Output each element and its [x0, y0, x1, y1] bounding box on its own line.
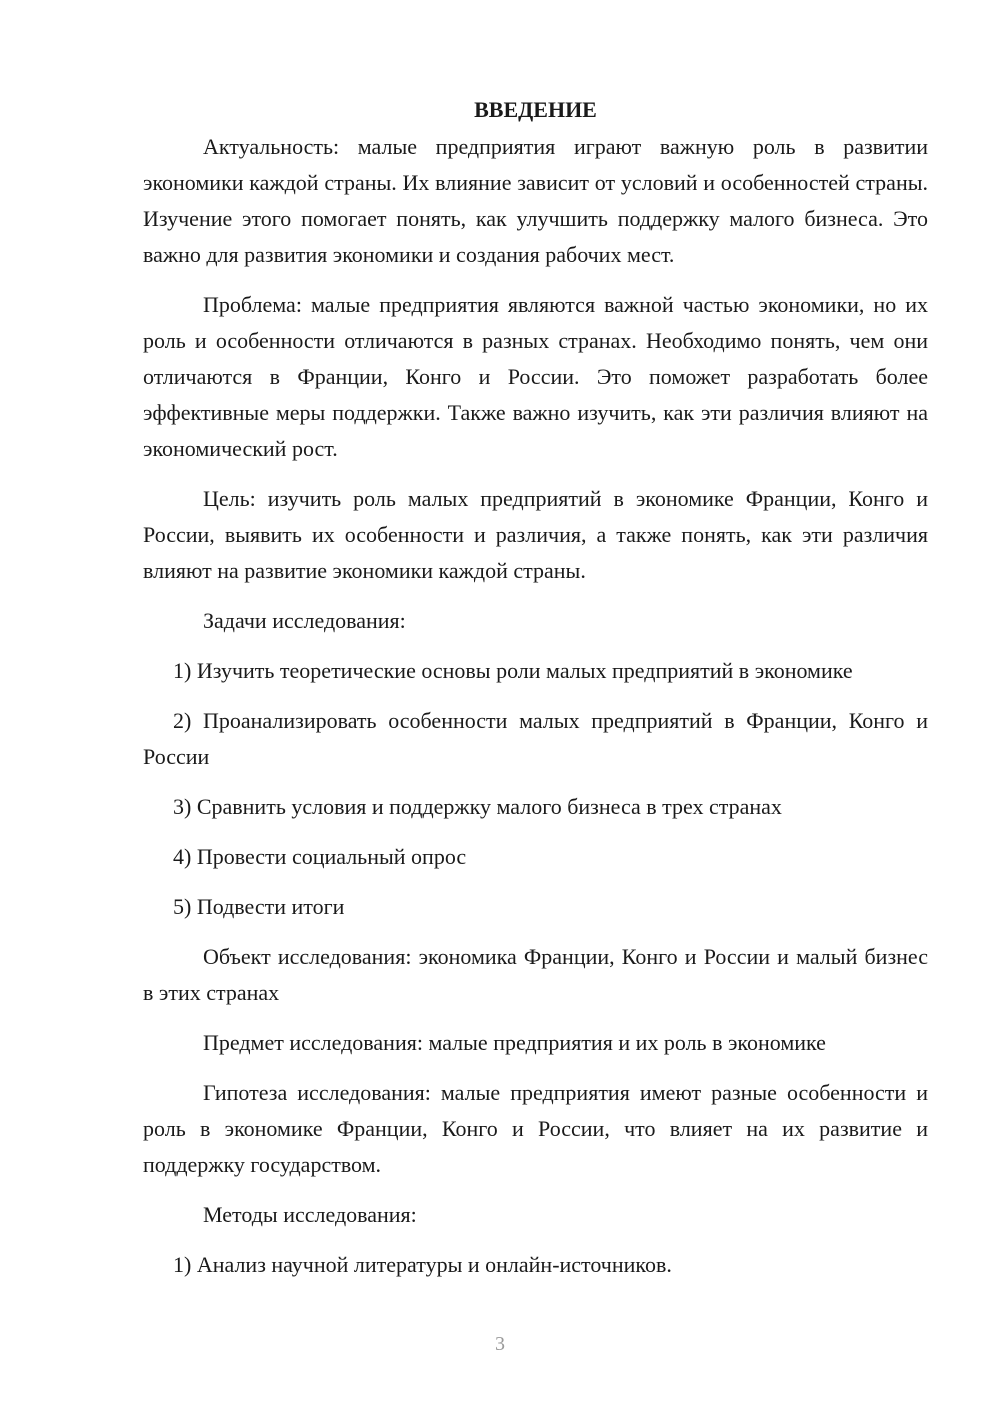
- paragraph-relevance: Актуальность: малые предприятия играют важную роль в развитии экономики каждой страны. Их влияние зависит от условий и особенностей страны. Изучение этого помогает понять, как улучшить поддержку малого бизнеса. Это важно для развития экономики и создания рабочих мест.: [143, 134, 928, 267]
- document-page: [143, 95, 928, 1297]
- page-number: 3: [495, 1333, 505, 1355]
- methods-heading: Методы исследования:: [203, 1202, 417, 1227]
- task-item-1: 1) Изучить теоретические основы роли малых предприятий в экономике: [173, 658, 853, 683]
- task-item-5: 5) Подвести итоги: [173, 894, 345, 919]
- paragraph-object: Объект исследования: экономика Франции, Конго и России и малый бизнес в этих странах: [143, 944, 928, 1005]
- page-title: ВВЕДЕНИЕ: [474, 97, 597, 122]
- tasks-heading: Задачи исследования:: [203, 608, 406, 633]
- method-item-1: 1) Анализ научной литературы и онлайн-источников.: [173, 1252, 672, 1277]
- paragraph-hypothesis: Гипотеза исследования: малые предприятия имеют разные особенности и роль в экономике Франции, Конго и России, что влияет на их развитие и поддержку государством.: [143, 1080, 928, 1177]
- paragraph-goal: Цель: изучить роль малых предприятий в экономике Франции, Конго и России, выявить их особенности и различия, а также понять, как эти различия влияют на развитие экономики каждой страны.: [143, 486, 928, 583]
- task-item-2: 2) Проанализировать особенности малых предприятий в Франции, Конго и России: [143, 708, 928, 769]
- task-item-4: 4) Провести социальный опрос: [173, 844, 467, 869]
- paragraph-subject: Предмет исследования: малые предприятия и их роль в экономике: [203, 1030, 826, 1055]
- paragraph-problem: Проблема: малые предприятия являются важной частью экономики, но их роль и особенности отличаются в разных странах. Необходимо понять, чем они отличаются в Франции, Конго и России. Это поможет разработать более эффективные меры поддержки. Также важно изучить, как эти различия влияют на экономический рост.: [143, 292, 928, 461]
- task-item-3: 3) Сравнить условия и поддержку малого бизнеса в трех странах: [173, 794, 782, 819]
